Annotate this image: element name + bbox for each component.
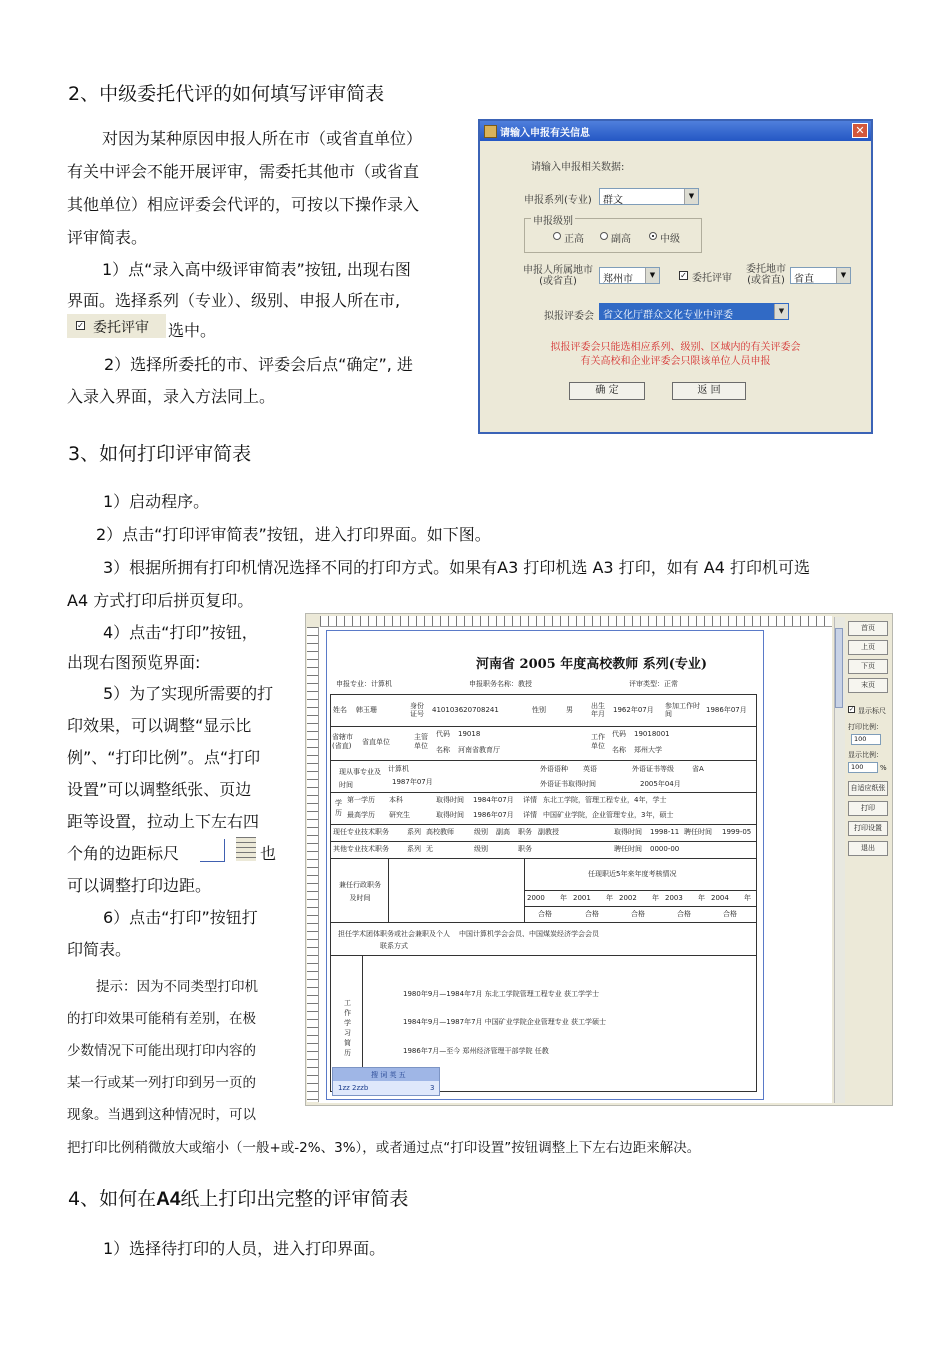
section3-heading: 3、如何打印评审简表 [68, 443, 252, 465]
form-label: 工作学习简历 [344, 999, 351, 1057]
warning-line: 拟报评委会只能选相应系列、级别、区域内的有关评委会 [550, 342, 801, 353]
delegate-checkbox-image [67, 314, 166, 338]
delegate-city-select[interactable] [790, 267, 851, 284]
left-ruler[interactable] [307, 627, 319, 1102]
ime-candidate-popup[interactable] [332, 1067, 440, 1096]
percent-sign: % [880, 764, 887, 772]
form-value: 中国计算机学会会员、中国煤炭经济学会会员 [459, 930, 599, 938]
form-rule [330, 726, 757, 727]
section4-heading-post: 纸上打印出完整的评审简表 [180, 1188, 409, 1210]
form-label: 代码 [612, 730, 626, 738]
assess-year-unit: 年 [698, 894, 705, 902]
delegate-checkbox-label: 委托评审 [692, 273, 732, 284]
section2-line: 其他单位）相应评委会代评的，可按以下操作录入 [67, 195, 420, 214]
form-label: 系列 [407, 828, 421, 836]
form-review-type: 评审类型：正常 [629, 680, 678, 688]
committee-value: 省文化厅群众文化专业中评委 [603, 310, 733, 321]
section3-line: 印简表。 [67, 940, 132, 959]
form-label: 出生年月 [591, 702, 605, 718]
form-rule [330, 841, 757, 842]
section3-line: 6）点击“打印”按钮打 [103, 908, 258, 927]
form-value: 19018001 [634, 730, 670, 738]
form-rule [524, 906, 757, 907]
series-value: 群文 [603, 195, 623, 206]
section2-line: 评审简表。 [67, 228, 148, 247]
assess-result: 合格 [631, 910, 645, 918]
form-value: 本科 [389, 796, 403, 804]
close-icon[interactable]: ✕ [852, 123, 868, 138]
assess-result: 合格 [677, 910, 691, 918]
form-value: 男 [566, 706, 573, 714]
top-ruler[interactable] [320, 616, 832, 627]
last-page-button[interactable]: 末页 [848, 678, 888, 693]
form-label: 身份证号 [410, 702, 424, 718]
assess-year: 2000 [527, 894, 545, 902]
form-label: 取得时间 [436, 811, 464, 819]
section2-line: 界面。选择系列（专业）、级别、申报人所在市, [67, 291, 401, 310]
tip-tail: 把打印比例稍微放大或缩小（一般+或-2%、3%），或者通过点“打印设置”按钮调整上下左右边距来解决。 [67, 1140, 701, 1156]
series-label: 申报系列(专业) [524, 195, 592, 206]
form-label: 系列 [407, 845, 421, 853]
form-label: 职务 [518, 845, 532, 853]
chevron-down-icon[interactable]: ▼ [836, 268, 850, 283]
form-value: 1998-11 [650, 828, 680, 836]
print-setup-button[interactable]: 打印设置 [848, 821, 888, 836]
form-label: 级别 [474, 828, 488, 836]
form-value: 研究生 [389, 811, 410, 819]
form-label: 省辖市(省直) [332, 733, 353, 750]
section3-line: 设置”可以调整纸张、页边 [67, 780, 252, 799]
section3-line: 距等设置，拉动上下左右四 [67, 812, 260, 831]
chevron-down-icon[interactable]: ▼ [645, 268, 659, 283]
delegate-checkbox[interactable]: ✓ [680, 271, 687, 280]
tip-line: 某一行或某一列打印到另一页的 [67, 1075, 256, 1091]
form-label: 第一学历 [347, 796, 375, 804]
form-label: 聘任时间 [614, 845, 642, 853]
prev-page-button[interactable]: 上页 [848, 640, 888, 655]
section3-line: 1）启动程序。 [103, 492, 210, 511]
app-icon [484, 125, 497, 138]
warning-line: 有关高校和企业评委会只限该单位人员申报 [580, 356, 771, 367]
apply-info-dialog [478, 119, 873, 434]
checkbox-image-label: 委托评审 [93, 320, 149, 336]
form-rule [330, 760, 757, 761]
show-ruler-label: 显示标尺 [858, 707, 886, 715]
section3-line: 可以调整打印边距。 [67, 876, 212, 895]
section2-line: 对因为某种原因申报人所在市（或省直单位） [102, 129, 423, 148]
dialog-title: 请输入申报有关信息 [500, 128, 590, 139]
tip-line: 少数情况下可能出现打印内容的 [67, 1043, 256, 1059]
tip-line: 的打印效果可能稍有差别，在极 [67, 1011, 256, 1027]
form-value: 英语 [583, 765, 597, 773]
section4-heading-bold: A4 [156, 1189, 181, 1210]
section3-line: 个角的边距标尺 [67, 844, 180, 863]
form-value: 1962年07月 [613, 706, 654, 714]
margin-ruler-corner-icon [200, 839, 225, 862]
form-rule [330, 922, 757, 923]
dialog-titlebar [480, 121, 871, 141]
form-value: 省直单位 [362, 738, 390, 746]
form-value: 1986年07月 [706, 706, 747, 714]
tip-line: 现象。当遇到这种情况时，可以 [67, 1107, 256, 1123]
resume-line: 1984年9月—1987年7月 中国矿业学院企业管理专业 获工学硕士 [403, 1018, 606, 1026]
form-label: 外语语种 [540, 765, 568, 773]
checkbox-icon: ✓ [77, 321, 84, 330]
level-option: 副高 [611, 234, 631, 245]
form-label: 职务 [518, 828, 532, 836]
form-label: 取得时间 [614, 828, 642, 836]
section3-line: 例”、“打印比例”。点“打印 [67, 748, 261, 767]
assess-year-unit: 年 [560, 894, 567, 902]
form-value: 0000-00 [650, 845, 680, 853]
ime-candidates[interactable]: 1zz 2zzb [338, 1084, 369, 1092]
level-group-label: 申报级别 [531, 212, 575, 227]
city-label: 申报人所属地市(或省直) [523, 265, 593, 287]
form-label: 名称 [612, 746, 626, 754]
form-value: 河南省教育厅 [458, 746, 500, 754]
section2-line: 选中。 [168, 321, 217, 340]
form-value: 副教授 [538, 828, 559, 836]
assess-result: 合格 [723, 910, 737, 918]
form-rule [330, 955, 757, 956]
form-value: 无 [426, 845, 433, 853]
form-value: 410103620708241 [432, 706, 499, 714]
dialog-prompt: 请输入申报相关数据: [531, 162, 625, 173]
form-label: 主管单位 [414, 733, 428, 750]
form-apply-title: 申报职务名称：教授 [469, 680, 532, 688]
ruler-icon [236, 837, 256, 861]
form-rule [524, 858, 525, 922]
form-value: 东北工学院，管理工程专业，4年，学士 [543, 796, 667, 804]
section3-line: 出现右图预览界面: [67, 653, 201, 672]
form-value: 省A [692, 765, 704, 773]
form-label: 任现职近5年来年度考核情况 [588, 870, 677, 878]
show-ruler-checkbox[interactable]: ✓ [849, 706, 855, 713]
form-label: 取得时间 [436, 796, 464, 804]
form-value: 1984年07月 [473, 796, 514, 804]
delegate-city-value: 省直 [794, 274, 814, 285]
form-value: 1986年07月 [473, 811, 514, 819]
form-rule [330, 824, 757, 825]
section2-heading: 2、中级委托代评的如何填写评审简表 [68, 83, 385, 105]
section4-heading [68, 1184, 408, 1211]
assess-year: 2004 [711, 894, 729, 902]
assess-year-unit: 年 [606, 894, 613, 902]
print-scale-input[interactable]: 100 [851, 734, 881, 745]
series-select[interactable] [599, 188, 699, 205]
section2-line: 1）点“录入高中级评审简表”按钮, 出现右图 [102, 260, 411, 279]
delegate-city-label: 委托地市(或省直) [746, 264, 786, 286]
form-label: 聘任时间 [684, 828, 712, 836]
form-label: 兼任行政职务及时间 [339, 881, 381, 902]
section3-line: A4 方式打印后拼页复印。 [67, 591, 254, 610]
form-label: 外语证书等级 [632, 765, 674, 773]
resume-line: 1980年9月—1984年7月 东北工学院管理工程专业 获工学学士 [403, 990, 599, 998]
chevron-down-icon[interactable]: ▼ [684, 189, 698, 204]
form-rule [388, 858, 389, 922]
form-value: 1999-05 [722, 828, 752, 836]
form-label: 性别 [532, 706, 546, 714]
form-rule [330, 858, 757, 859]
section4-heading-pre: 4、如何在 [68, 1188, 157, 1210]
section2-line: 有关中评会不能开展评审，需委托其他市（或省直 [67, 162, 420, 181]
section2-line: 入录入界面，录入方法同上。 [67, 387, 276, 406]
form-value: 计算机 [388, 765, 409, 773]
form-label: 学历 [335, 799, 342, 817]
form-value: 2005年04月 [640, 780, 681, 788]
form-label: 最高学历 [347, 811, 375, 819]
form-label: 名称 [436, 746, 450, 754]
level-option: 正高 [564, 234, 584, 245]
section3-line: 也 [260, 844, 277, 863]
section3-line: 5）为了实现所需要的打 [103, 684, 274, 703]
form-value: 郑州大学 [634, 746, 662, 754]
assess-year: 2003 [665, 894, 683, 902]
section3-line: 印效果，可以调整“显示比 [67, 716, 252, 735]
assess-year: 2002 [619, 894, 637, 902]
section3-line: 2）点击“打印评审简表”按钮，进入打印界面。如下图。 [96, 525, 491, 544]
form-value: 中国矿业学院，企业管理专业，3年，硕士 [543, 811, 674, 819]
fit-paper-button[interactable]: 自适应纸张 [848, 781, 888, 796]
form-title: 河南省 2005 年度高校教师 系列(专业) [476, 657, 708, 672]
section3-line: 3）根据所拥有打印机情况选择不同的打印方式。如果有A3 打印机选 A3 打印，如有 A4 打印机可选 [103, 558, 810, 577]
city-value: 郑州市 [603, 274, 633, 285]
assess-year-unit: 年 [652, 894, 659, 902]
next-page-button[interactable]: 下页 [848, 659, 888, 674]
form-apply-major: 申报专业：计算机 [336, 680, 392, 688]
level-group [524, 218, 702, 253]
form-table [330, 694, 757, 1092]
form-label: 代码 [436, 730, 450, 738]
committee-label: 拟报评委会 [544, 311, 594, 322]
assess-year-unit: 年 [744, 894, 751, 902]
form-label: 级别 [474, 845, 488, 853]
form-label: 现从事专业及时间 [339, 768, 381, 789]
section2-line: 2）选择所委托的市、评委会后点“确定”, 进 [104, 355, 413, 374]
assess-result: 合格 [585, 910, 599, 918]
form-label: 现任专业技术职务 [333, 828, 389, 836]
form-rule [524, 890, 757, 891]
form-label: 参加工作时间 [665, 702, 700, 718]
assess-result: 合格 [538, 910, 552, 918]
committee-select[interactable] [599, 303, 789, 320]
chevron-down-icon[interactable]: ▼ [774, 304, 788, 319]
back-button[interactable]: 返 回 [672, 382, 746, 400]
form-value: 韩玉珊 [356, 706, 377, 714]
resume-line: 1986年7月—至今 郑州经济管理干部学院 任教 [403, 1047, 549, 1055]
radio-intermediate[interactable] [649, 232, 657, 240]
form-label: 详情 [523, 796, 537, 804]
radio-senior[interactable] [553, 232, 561, 240]
form-label: 担任学术团体职务或社会兼职及个人联系方式 [338, 930, 450, 950]
ime-page-number: 3 [430, 1084, 435, 1092]
form-label: 详情 [523, 811, 537, 819]
form-label: 姓名 [333, 706, 347, 714]
form-value: 1987年07月 [392, 778, 433, 786]
ime-title: 搜 词 英 五 [371, 1071, 406, 1079]
form-value: 副高 [496, 828, 510, 836]
display-scale-input[interactable]: 100 [848, 762, 878, 773]
form-label: 外语证书取得时间 [540, 780, 596, 788]
scrollbar-thumb[interactable] [835, 628, 843, 708]
tip-line: 提示：因为不同类型打印机 [96, 979, 258, 995]
section4-line: 1）选择待打印的人员，进入打印界面。 [103, 1239, 386, 1258]
level-option: 中级 [660, 234, 680, 245]
print-button[interactable]: 打印 [848, 801, 888, 816]
section3-line: 4）点击“打印”按钮， [103, 623, 258, 642]
city-select[interactable] [599, 267, 660, 284]
display-scale-label: 显示比例： [848, 751, 883, 759]
form-rule [330, 792, 757, 793]
form-value: 高校教师 [426, 828, 454, 836]
ok-button[interactable]: 确 定 [569, 382, 645, 400]
first-page-button[interactable]: 首页 [848, 621, 888, 636]
form-value: 19018 [458, 730, 481, 738]
print-scale-label: 打印比例： [848, 723, 883, 731]
assess-year: 2001 [573, 894, 591, 902]
radio-deputy[interactable] [600, 232, 608, 240]
form-label: 其他专业技术职务 [333, 845, 389, 853]
exit-button[interactable]: 退出 [848, 841, 888, 856]
form-label: 工作单位 [591, 733, 605, 750]
